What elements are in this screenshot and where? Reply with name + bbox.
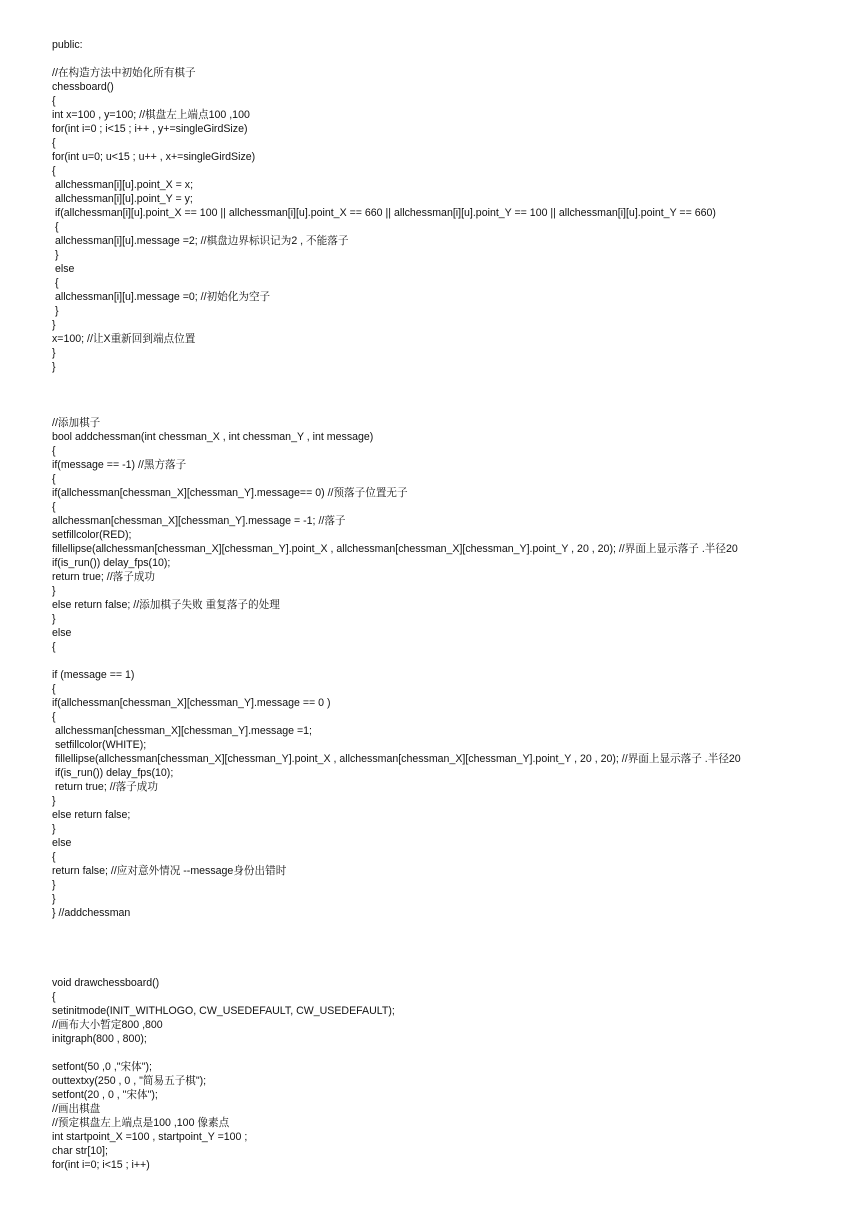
code-line: } <box>52 879 56 891</box>
code-line: { <box>52 95 56 107</box>
code-line: fillellipse(allchessman[chessman_X][chessman_Y].point_X , allchessman[chessman_X][chessman_Y].point_Y , 20 , 20); //界面上显示落子 .半径20 <box>52 543 738 555</box>
code-line: //在构造方法中初始化所有棋子 <box>52 67 196 79</box>
code-line <box>52 962 852 976</box>
code-line: setinitmode(INIT_WITHLOGO, CW_USEDEFAULT, CW_USEDEFAULT); <box>52 1005 395 1017</box>
code-line: allchessman[i][u].message =2; //棋盘边界标识记为2 , 不能落子 <box>52 235 349 247</box>
code-line: } <box>52 305 59 317</box>
code-line: return true; //落子成功 <box>52 781 158 793</box>
code-line: if(is_run()) delay_fps(10); <box>52 767 174 779</box>
code-line: //画出棋盘 <box>52 1103 101 1115</box>
code-line: { <box>52 683 56 695</box>
code-line: bool addchessman(int chessman_X , int chessman_Y , int message) <box>52 431 374 443</box>
code-line: return true; //落子成功 <box>52 571 156 583</box>
code-line: //添加棋子 <box>52 417 101 429</box>
code-line: for(int i=0 ; i<15 ; i++ , y+=singleGirdSize) <box>52 123 248 135</box>
code-line: public: <box>52 39 83 51</box>
code-line <box>52 374 852 388</box>
code-line <box>52 52 852 66</box>
code-line <box>52 948 852 962</box>
code-line: //画布大小暂定800 ,800 <box>52 1019 163 1031</box>
code-line: } <box>52 347 56 359</box>
code-line <box>52 388 852 402</box>
code-line: { <box>52 501 56 513</box>
code-line <box>52 934 852 948</box>
code-line: { <box>52 641 56 653</box>
code-line: { <box>52 473 56 485</box>
code-line: } <box>52 249 59 261</box>
code-line: char str[10]; <box>52 1145 108 1157</box>
code-line <box>52 654 852 668</box>
code-line: if(allchessman[chessman_X][chessman_Y].message== 0) //预落子位置无子 <box>52 487 408 499</box>
code-line: { <box>52 711 56 723</box>
code-line: allchessman[chessman_X][chessman_Y].message =1; <box>52 725 312 737</box>
code-line: initgraph(800 , 800); <box>52 1033 147 1045</box>
code-line: int x=100 , y=100; //棋盘左上端点100 ,100 <box>52 109 250 121</box>
code-line: int startpoint_X =100 , startpoint_Y =100 ; <box>52 1131 248 1143</box>
code-line: else return false; <box>52 809 131 821</box>
code-line: } <box>52 893 56 905</box>
code-line: } <box>52 823 56 835</box>
code-line: else <box>52 627 72 639</box>
code-line: allchessman[i][u].point_Y = y; <box>52 193 193 205</box>
code-line <box>52 920 852 934</box>
code-line: return false; //应对意外情况 --message身份出错时 <box>52 865 287 877</box>
code-line: if(message == -1) //黑方落子 <box>52 459 187 471</box>
code-line: if(is_run()) delay_fps(10); <box>52 557 171 569</box>
code-line: } <box>52 585 56 597</box>
code-line <box>52 1046 852 1060</box>
code-line: if (message == 1) <box>52 669 135 681</box>
code-line: else return false; //添加棋子失败 重复落子的处理 <box>52 599 280 611</box>
code-listing <box>52 38 852 1172</box>
code-line: x=100; //让X重新回到端点位置 <box>52 333 196 345</box>
code-line: allchessman[i][u].point_X = x; <box>52 179 194 191</box>
code-line: { <box>52 221 59 233</box>
code-line: //预定棋盘左上端点是100 ,100 像素点 <box>52 1117 230 1129</box>
code-line: { <box>52 445 56 457</box>
code-line: { <box>52 137 56 149</box>
code-line: if(allchessman[i][u].point_X == 100 || allchessman[i][u].point_X == 660 || allchessman[i][u].point_Y == 100 || allchessman[i][u].point_Y == 660) <box>52 207 716 219</box>
code-line: { <box>52 991 56 1003</box>
code-line: { <box>52 277 59 289</box>
code-line <box>52 402 852 416</box>
code-line: for(int u=0; u<15 ; u++ , x+=singleGirdSize) <box>52 151 256 163</box>
code-line: { <box>52 165 56 177</box>
code-line: allchessman[i][u].message =0; //初始化为空子 <box>52 291 271 303</box>
code-line: void drawchessboard() <box>52 977 160 989</box>
code-line: allchessman[chessman_X][chessman_Y].message = -1; //落子 <box>52 515 346 527</box>
code-line: chessboard() <box>52 81 114 93</box>
code-line: setfillcolor(WHITE); <box>52 739 147 751</box>
code-line: else <box>52 263 75 275</box>
code-line: { <box>52 851 56 863</box>
code-line: fillellipse(allchessman[chessman_X][chessman_Y].point_X , allchessman[chessman_X][chessman_Y].point_Y , 20 , 20); //界面上显示落子 .半径20 <box>52 753 741 765</box>
code-line: } <box>52 361 56 373</box>
code-line: if(allchessman[chessman_X][chessman_Y].message == 0 ) <box>52 697 331 709</box>
code-line: } <box>52 795 56 807</box>
code-line: outtextxy(250 , 0 , "简易五子棋"); <box>52 1075 207 1087</box>
code-line: setfont(20 , 0 , "宋体"); <box>52 1089 158 1101</box>
code-line: setfillcolor(RED); <box>52 529 132 541</box>
code-line: } <box>52 319 56 331</box>
code-line: setfont(50 ,0 ,"宋体"); <box>52 1061 152 1073</box>
code-line: } <box>52 613 56 625</box>
code-line: for(int i=0; i<15 ; i++) <box>52 1159 150 1171</box>
code-line: } //addchessman <box>52 907 131 919</box>
code-line: else <box>52 837 72 849</box>
